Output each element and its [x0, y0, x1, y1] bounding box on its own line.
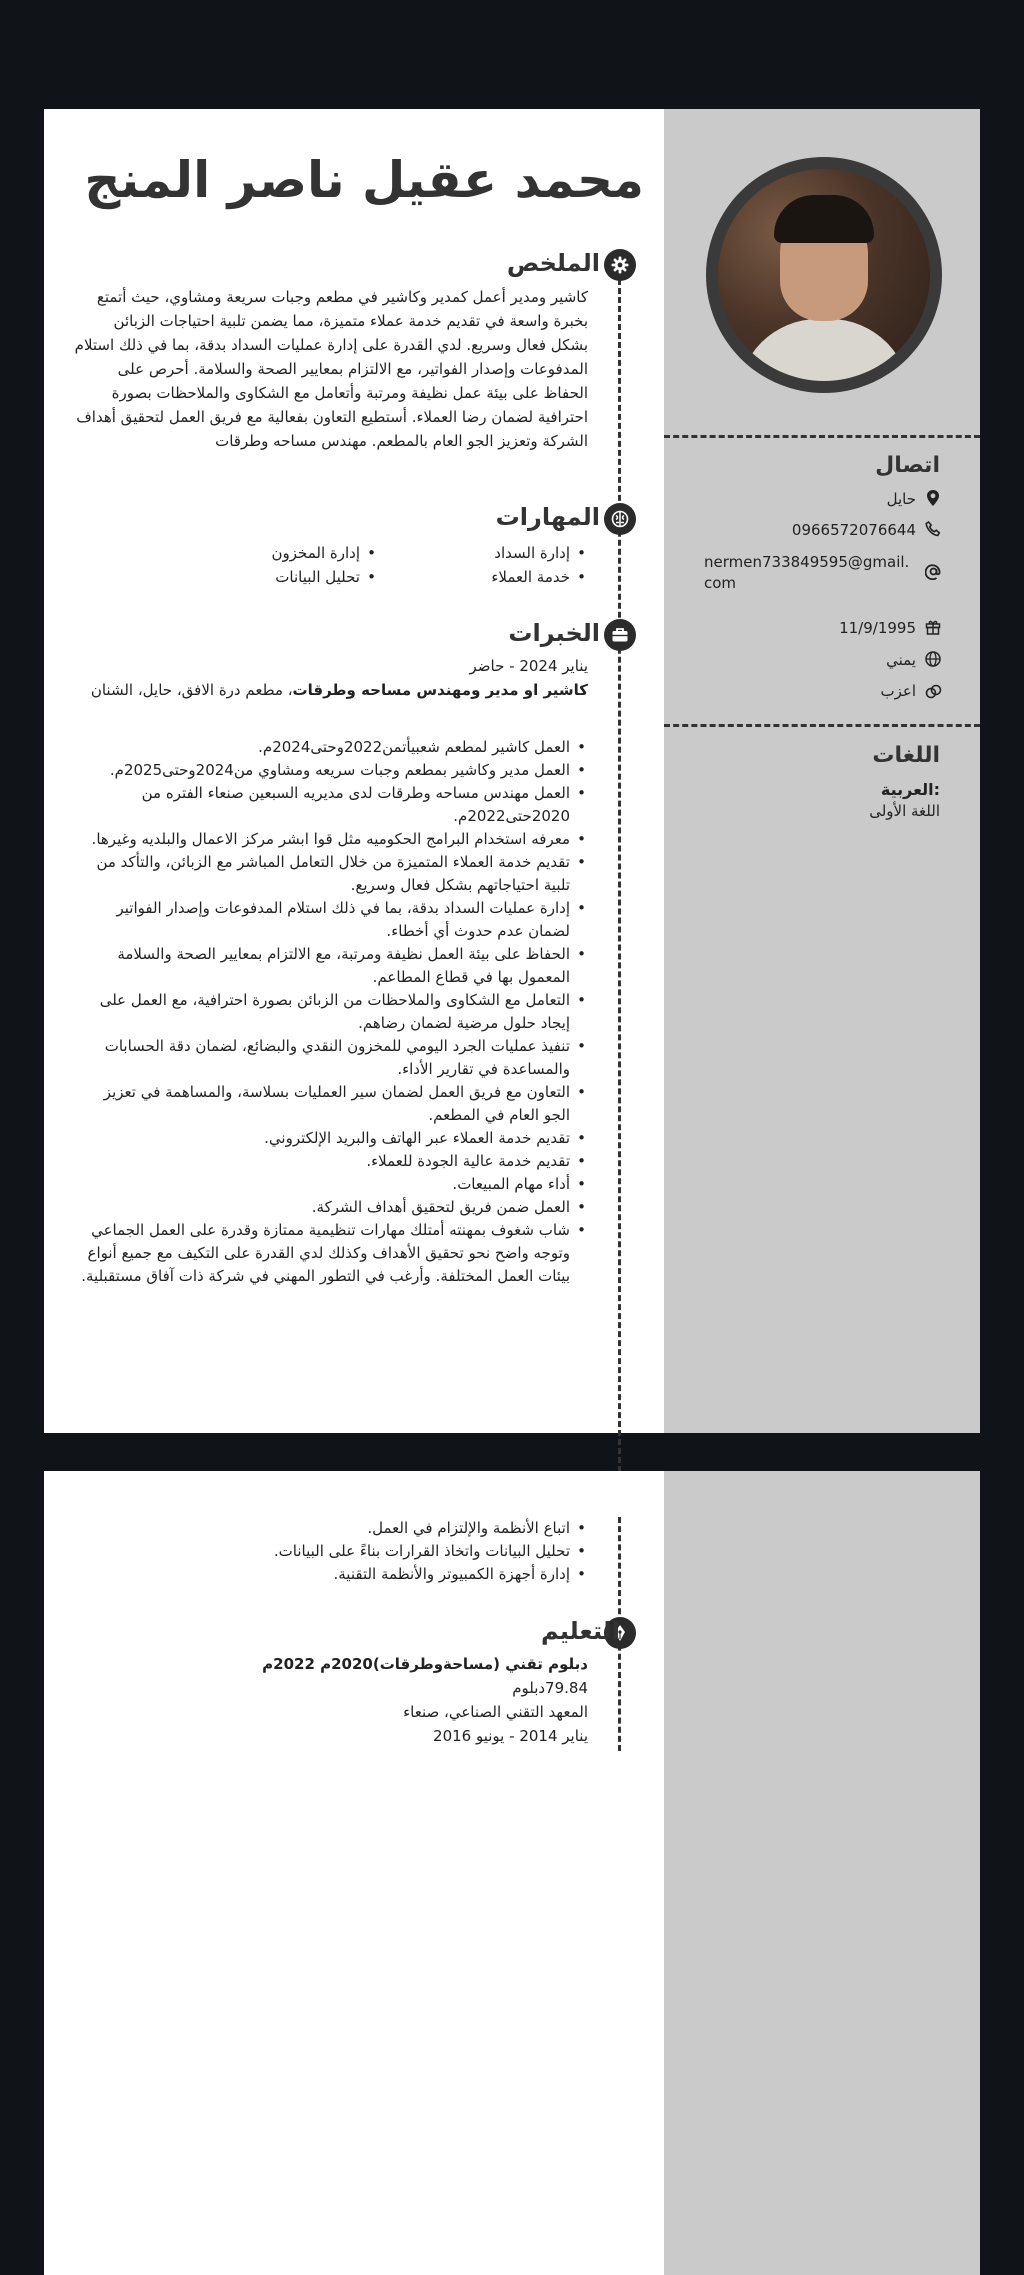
skill-item: • إدارة السداد — [378, 541, 588, 565]
sidebar-divider-2 — [664, 724, 980, 727]
list-item: • العمل ضمن فريق لتحقيق أهداف الشركة. — [78, 1196, 588, 1219]
list-item: • شاب شغوف بمهنته أمتلك مهارات تنظيمية ممتازة وقدرة على العمل الجماعي وتوجه واضح نحو تحقيق الأهداف وكذلك لدي القدرة على التكيف مع جميع أنواع بيئات العمل المختلفة. وأرغب في التطور المهني في شركة ذات آفاق مستقبلية. — [78, 1219, 588, 1288]
list-item: • معرفه استخدام البرامج الحكوميه مثل قوا ابشر مركز الاعمال والبلديه وغيرها. — [78, 828, 588, 851]
list-item: • إدارة أجهزة الكمبيوتر والأنظمة التقنية. — [78, 1563, 588, 1586]
gift-icon — [924, 618, 942, 636]
contact-city: حايل — [692, 489, 942, 510]
skill-item: • إدارة المخزون — [168, 541, 378, 565]
languages-title: اللغات — [872, 743, 940, 768]
contact-nationality: يمني — [692, 650, 942, 671]
brain-icon — [604, 503, 636, 535]
list-item: • تقديم خدمة العملاء المتميزة من خلال التعامل المباشر مع الزبائن، والتأكد من تلبية احتياجاتهم بشكل فعال وسريع. — [78, 851, 588, 897]
list-item: • العمل كاشير لمطعم شعبيأتمن2022وحتى2024م. — [78, 736, 588, 759]
globe-icon — [924, 650, 942, 668]
education-degree: دبلوم تقني (مساحةوطرقات)2020م 2022م — [262, 1655, 588, 1673]
education-institute: المعهد التقني الصناعي، صنعاء — [403, 1703, 588, 1721]
job-place: ، مطعم درة الافق، حايل، الشنان — [90, 681, 293, 699]
summary-text: كاشير ومدير أعمل كمدير وكاشير في مطعم وجبات سريعة ومشاوي، حيث أتمتع بخبرة واسعة في تقديم خدمة عملاء متميزة، مما يضمن تلبية احتياجات الزبائن بشكل فعال وسريع. لدي القدرة على إدارة عمليات السداد بدقة، بما في ذلك استلام المدفوعات وإصدار الفواتير، مع الالتزام بمعايير الصحة والسلامة. أحرص على الحفاظ على بيئة عمل نظيفة ومرتبة وأتعامل مع الشكاوى والملاحظات بصورة احترافية لضمان رضا العملاء. أستطيع التعاون بفعالية مع فريق العمل لتحقيق أهداف الشركة وتعزيز الجو العام بالمطعم. مهندس مساحه وطرقات — [74, 288, 588, 450]
job-heading — [88, 679, 588, 702]
experience-bullets — [78, 736, 588, 1288]
list-item: • أداء مهام المبيعات. — [78, 1173, 588, 1196]
experience-bullets-continued — [78, 1517, 588, 1586]
list-item: • التعامل مع الشكاوى والملاحظات من الزبائن بصورة احترافية، مع العمل على إيجاد حلول مرضية لضمان رضاهم. — [78, 989, 588, 1035]
skill-item: • خدمة العملاء — [378, 565, 588, 589]
skills-list — [168, 541, 588, 589]
resume-page-2 — [44, 1471, 980, 2275]
job-date: يناير 2024 - حاضر — [469, 657, 588, 675]
list-item: • التعاون مع فريق العمل لضمان سير العمليات بسلاسة، والمساهمة في تعزيز الجو العام في المطعم. — [78, 1081, 588, 1127]
briefcase-icon — [604, 619, 636, 651]
list-item: • تقديم خدمة عالية الجودة للعملاء. — [78, 1150, 588, 1173]
education-date: يناير 2014 - يونيو 2016 — [433, 1727, 588, 1745]
list-item: • تقديم خدمة العملاء عبر الهاتف والبريد الإلكتروني. — [78, 1127, 588, 1150]
education-title: التعليم — [541, 1617, 620, 1645]
list-item: • الحفاظ على بيئة العمل نظيفة ومرتبة، مع الالتزام بمعايير الصحة والسلامة المعمول بها في قطاع المطاعم. — [78, 943, 588, 989]
timeline-line — [618, 279, 621, 1499]
skill-item: • تحليل البيانات — [168, 565, 378, 589]
list-item: • العمل مهندس مساحه وطرقات لدى مديريه السبعين صنعاء الفتره من 2020حتى2022م. — [78, 782, 588, 828]
job-role: كاشير او مدير ومهندس مساحه وطرقات — [292, 681, 588, 699]
list-item: • تنفيذ عمليات الجرد اليومي للمخزون النقدي والبضائع، لضمان دقة الحسابات والمساعدة في تقارير الأداء. — [78, 1035, 588, 1081]
language-level: اللغة الأولى — [869, 802, 940, 820]
location-pin-icon — [924, 489, 942, 507]
experience-title: الخبرات — [508, 619, 600, 647]
list-item: • اتباع الأنظمة والإلتزام في العمل. — [78, 1517, 588, 1540]
list-item: • تحليل البيانات واتخاذ القرارات بناءً على البيانات. — [78, 1540, 588, 1563]
profile-photo — [706, 157, 942, 393]
contact-email: nermen733849595@gmail.com — [692, 552, 942, 594]
contact-birthdate: 11/9/1995 — [692, 618, 942, 639]
skills-title: المهارات — [495, 503, 600, 531]
contact-title: اتصال — [875, 453, 940, 478]
page-title: محمد عقيل ناصر المنج — [84, 151, 644, 209]
list-item: • العمل مدير وكاشير بمطعم وجبات سريعه ومشاوي من2024وحتى2025م. — [78, 759, 588, 782]
sidebar — [664, 1471, 980, 2275]
at-sign-icon — [924, 562, 942, 580]
summary-title: الملخص — [506, 249, 600, 277]
phone-icon — [924, 520, 942, 538]
rings-icon — [924, 681, 942, 699]
education-grade: 79.84دبلوم — [512, 1679, 588, 1697]
resume-page-1 — [44, 109, 980, 1433]
sidebar-divider — [664, 435, 980, 438]
contact-marital: اعزب — [692, 681, 942, 702]
gear-icon — [604, 249, 636, 281]
list-item: • إدارة عمليات السداد بدقة، بما في ذلك استلام المدفوعات وإصدار الفواتير لضمان عدم حدوث أي أخطاء. — [78, 897, 588, 943]
language-name: العربية: — [880, 780, 940, 799]
contact-phone: 0966572076644 — [692, 520, 942, 541]
